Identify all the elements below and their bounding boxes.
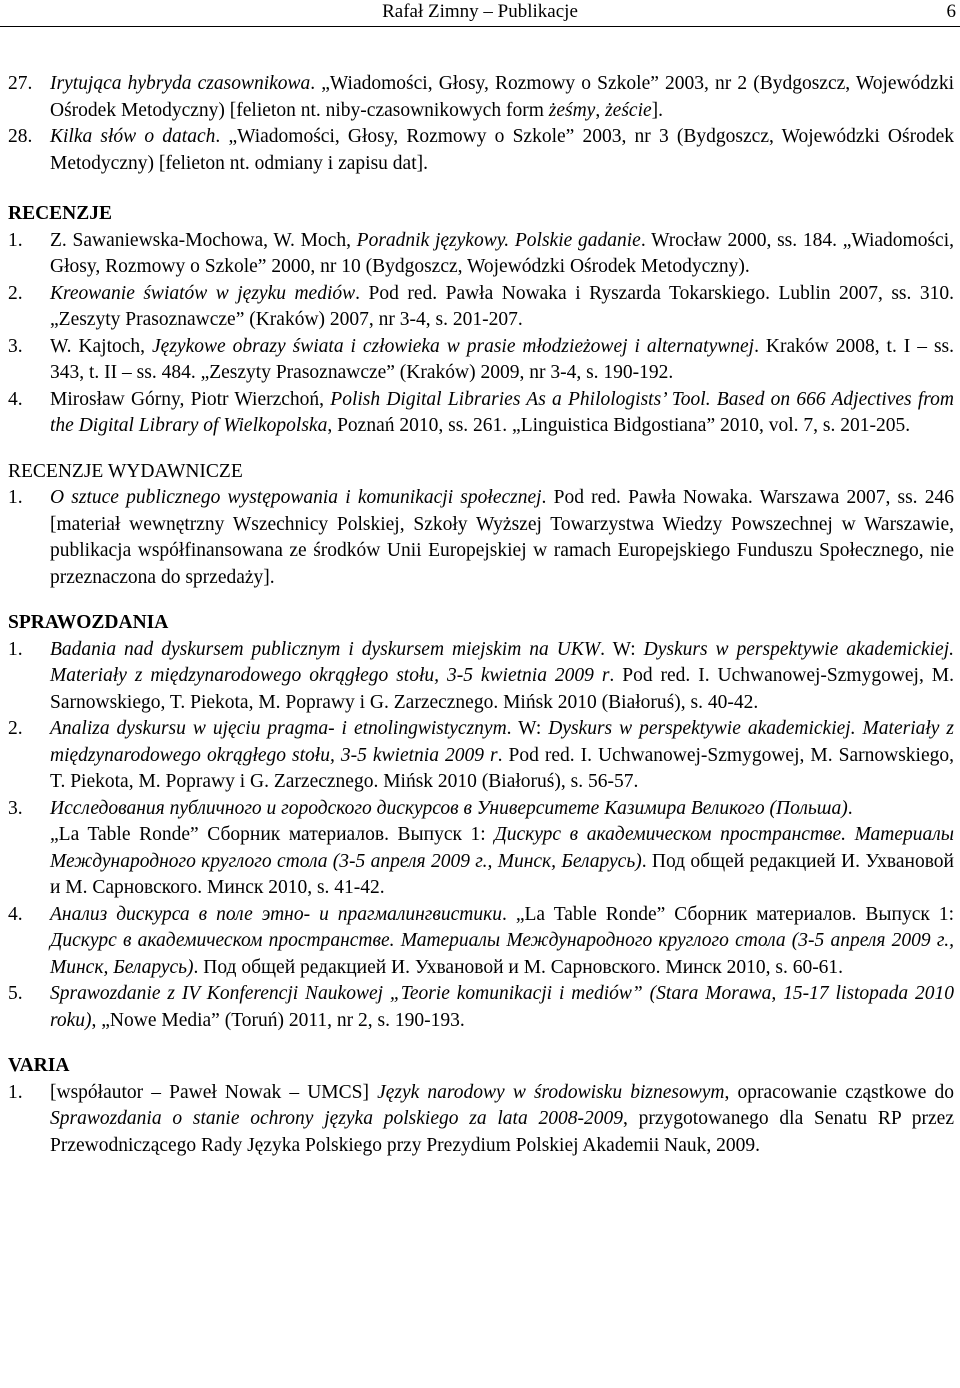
entry-text: O sztuce publicznego występowania i komunikacji społecznej. Pod red. Pawła Nowaka. Warszawa 2007, ss. 246 [materiał wewnętrzny Wszechnicy Polskiej, Szkoły Wyższej Towarzystwa Wiedzy Powszechnej w Warszawie, publikacja współfinansowana ze środków Unii Europejskiej w ramach Europejskiego Funduszu Społecznego, nie przeznaczona do sprzedaży]. <box>50 487 954 588</box>
entry-number: 4. <box>8 903 23 925</box>
list-item <box>8 281 954 334</box>
section-heading: RECENZJE WYDAWNICZE <box>8 460 243 482</box>
list-item <box>8 334 954 387</box>
list-item <box>8 1080 954 1160</box>
document-body <box>8 71 954 1159</box>
section-heading: VARIA <box>8 1055 70 1076</box>
entry-number: 3. <box>8 797 23 819</box>
entry-text: [współautor – Paweł Nowak – UMCS] Język narodowy w środowisku biznesowym, opracowanie cząstkowe do Sprawozdania o stanie ochrony języka polskiego za lata 2008-2009, przygotowanego dla Senatu RP przez Przewodniczącego Rady Języka Polskiego przy Prezydium Polskiej Akademii Nauk, 2009. <box>50 1081 955 1156</box>
list-item <box>8 796 954 902</box>
entry-text: Kreowanie światów w języku mediów. Pod red. Pawła Nowaka i Ryszarda Tokarskiego. Lublin 2007, ss. 310. „Zeszyty Prasoznawcze” (Kraków) 2007, nr 3-4, s. 201-207. <box>50 282 954 330</box>
list-item <box>8 902 954 982</box>
entry-text: Badania nad dyskursem publicznym i dyskursem miejskim na UKW. W: Dyskurs w perspektywie akademickiej. Materiały z międzynarodowego okrągłego stołu, 3-5 kwietnia 2009 r. Pod red. I. Uchwanowej-Szmygowej, M. Sarnowskiego, T. Piekota, M. Poprawy i G. Zarzecznego. Mińsk 2010 (Białoruś), s. 40-42. <box>50 638 955 713</box>
list-item <box>8 485 954 591</box>
list-item <box>8 228 954 281</box>
page-number: 6 <box>946 1 956 22</box>
list-item <box>8 387 954 440</box>
publication-entry <box>8 124 954 177</box>
entry-number: 5. <box>8 983 23 1004</box>
list-item <box>8 637 954 717</box>
entry-text: W. Kajtoch, Językowe obrazy świata i człowieka w prasie młodzieżowej i alternatywnej. Kraków 2008, t. I – ss. 343, t. II – ss. 484. „Zeszyty Prasoznawcze” (Kraków) 2009, nr 3-4, s. 190-192. <box>50 335 955 383</box>
entry-number: 2. <box>8 718 23 739</box>
section-heading: RECENZJE <box>8 203 113 224</box>
list-item <box>8 981 954 1034</box>
header-title: Rafał Zimny – Publikacje <box>382 1 578 22</box>
entry-number: 1. <box>8 229 23 251</box>
entry-text: Исследования публичного и городского дискурсов в Университете Казимира Великого (Польша). „La Table Ronde” Сборник материалов. Выпуск 1: Дискурс в академическом пространстве. Материалы Международного круглого стола (3-5 апреля 2009 г., Минск, Беларусь). Под общей редакцией И. Ухвановой и М. Сарновского. Минск 2010, s. 41-42. <box>50 797 954 898</box>
entry-text: Kilka słów o datach. „Wiadomości, Głosy, Rozmowy o Szkole” 2003, nr 3 (Bydgoszcz, Wojewódzki Ośrodek Metodyczny) [felieton nt. odmiany i zapisu dat]. <box>50 126 954 174</box>
entry-text: Mirosław Górny, Piotr Wierzchoń, Polish Digital Libraries As a Philologists’ Tool. Based on 666 Adjectives from the Digital Library of Wielkopolska, Poznań 2010, ss. 261. „Linguistica Bidgostiana” 2010, vol. 7, s. 201-205. <box>50 388 954 436</box>
entry-text: Анализ дискурса в поле этно- и прагмалингвистики. „La Table Ronde” Сборник материалов. Выпуск 1: Дискурс в академическом пространстве. Материалы Международного круглого стола (3-5 апреля 2009 г., Минск, Беларусь). Под общей редакцией И. Ухвановой и М. Сарновского. Минск 2010, s. 60-61. <box>50 903 954 978</box>
page-header <box>0 0 960 27</box>
entry-number: 28. <box>8 126 33 147</box>
entry-number: 4. <box>8 388 23 410</box>
entry-text: Z. Sawaniewska-Mochowa, W. Moch, Poradnik językowy. Polskie gadanie. Wrocław 2000, ss. 184. „Wiadomości, Głosy, Rozmowy o Szkole” 2000, nr 10 (Bydgoszcz, Wojewódzki Ośrodek Metodyczny). <box>50 229 955 277</box>
section-heading: SPRAWOZDANIA <box>8 612 169 633</box>
entry-number: 2. <box>8 282 23 304</box>
entry-number: 1. <box>8 1081 23 1103</box>
entry-text: Irytująca hybryda czasownikowa. „Wiadomości, Głosy, Rozmowy o Szkole” 2003, nr 2 (Bydgoszcz, Wojewódzki Ośrodek Metodyczny) [felieton nt. niby-czasownikowych form żeśmy, żeście]. <box>50 73 954 121</box>
list-item <box>8 716 954 796</box>
publication-entry <box>8 71 954 124</box>
entry-number: 1. <box>8 638 23 660</box>
entry-number: 3. <box>8 335 23 357</box>
entry-number: 1. <box>8 487 23 508</box>
entry-text: Analiza dyskursu w ujęciu pragma- i etnolingwistycznym. W: Dyskurs w perspektywie akademickiej. Materiały z międzynarodowego okrągłego stołu, 3-5 kwietnia 2009 r. Pod red. I. Uchwanowej-Szmygowej, M. Sarnowskiego, T. Piekota, M. Poprawy i G. Zarzecznego. Mińsk 2010 (Białoruś), s. 56-57. <box>50 718 954 792</box>
entry-number: 27. <box>8 73 33 94</box>
entry-text: Sprawozdanie z IV Konferencji Naukowej „Teorie komunikacji i mediów” (Stara Morawa, 15-17 listopada 2010 roku), „Nowe Media” (Toruń) 2011, nr 2, s. 190-193. <box>50 983 954 1031</box>
